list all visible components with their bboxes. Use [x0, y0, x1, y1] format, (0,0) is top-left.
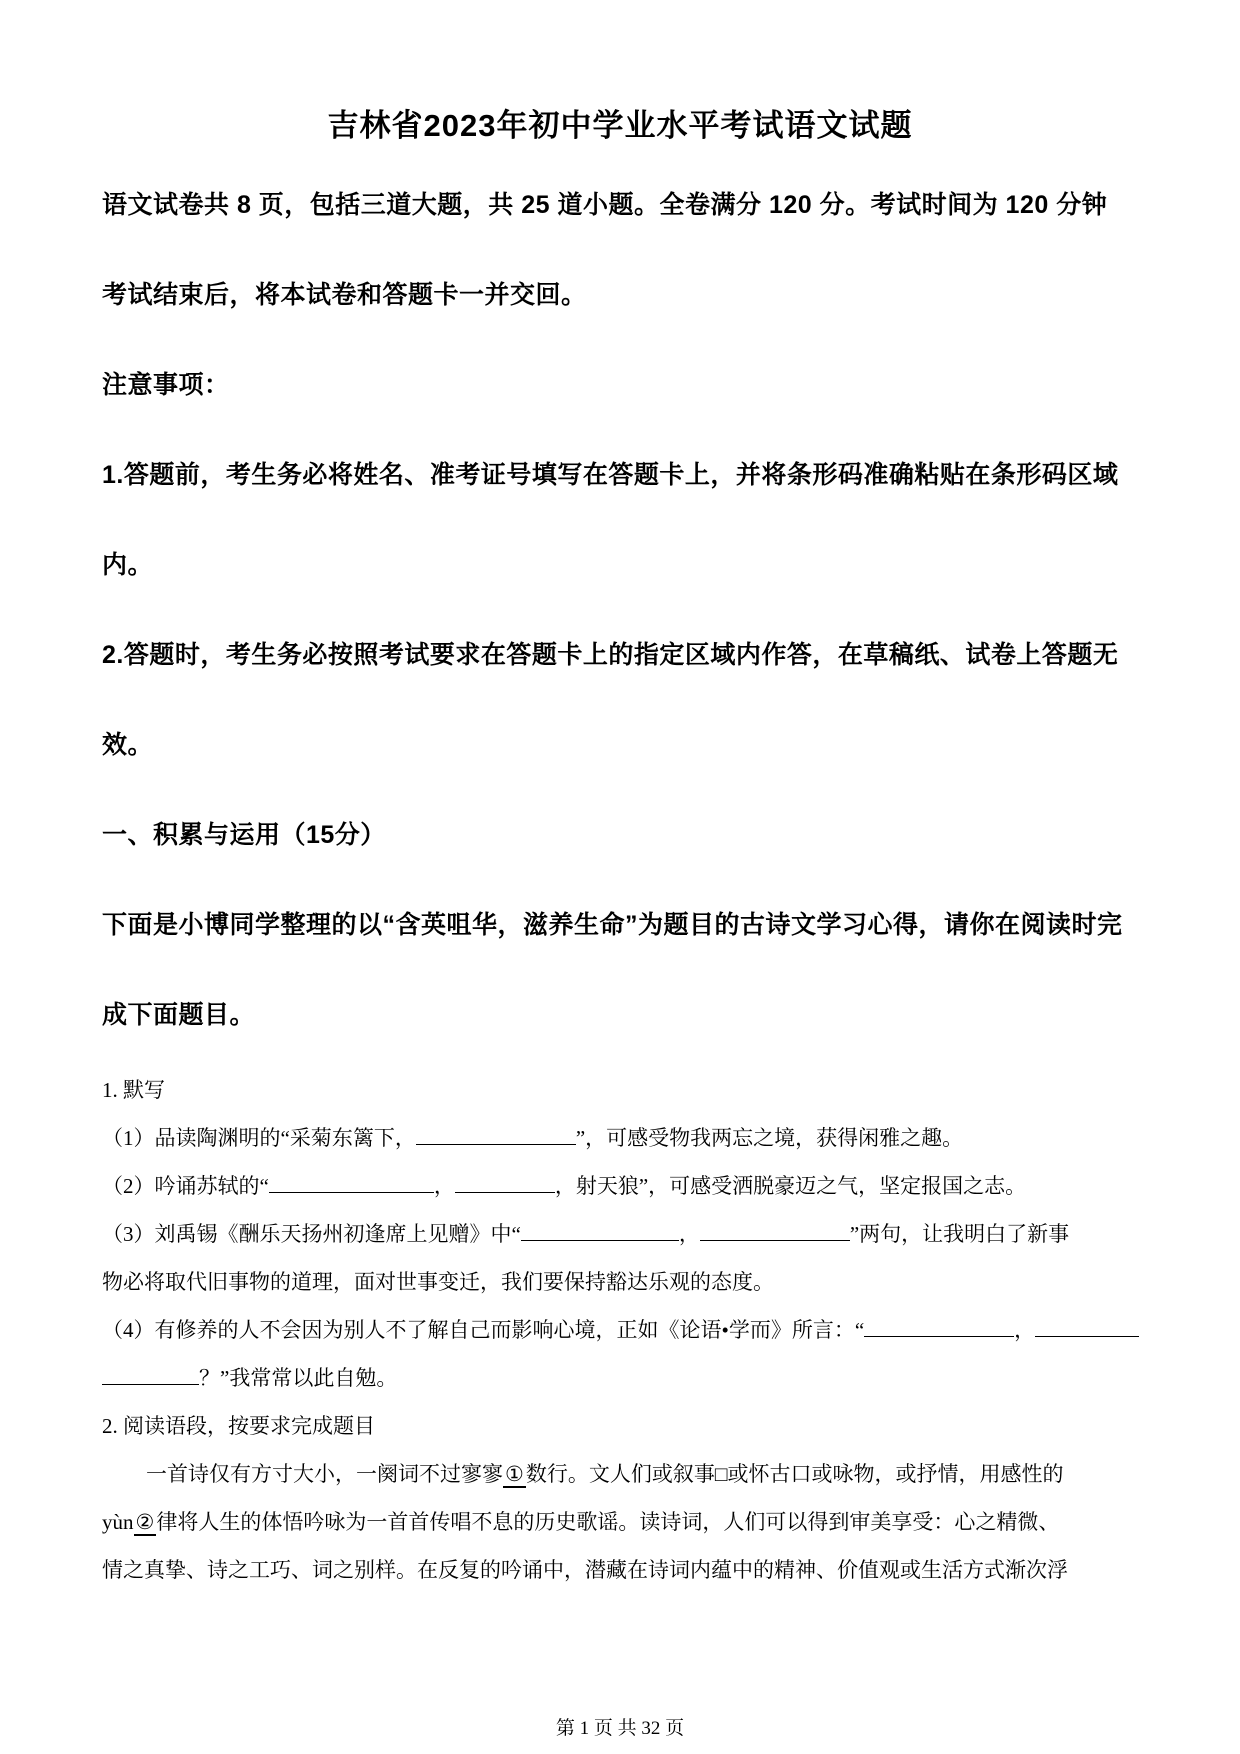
answer-blank[interactable] [700, 1221, 850, 1241]
exam-header-block [102, 160, 1138, 1060]
questions-block [102, 1066, 1138, 1594]
answer-blank[interactable] [102, 1365, 199, 1385]
notice-heading: 注意事项： [102, 371, 230, 399]
passage-text: 数行。文人们或叙事□或怀古口或咏物，或抒情，用感性的 [525, 1462, 1064, 1486]
page-number: 第 1 页 共 32 页 [555, 1718, 685, 1739]
item-2-text-pre: （2）吟诵苏轼的“ [102, 1174, 269, 1198]
passage-text: 律将人生的体悟吟咏为一首首传唱不息的历史歌谣。读诗词，人们可以得到审美享受：心之精微、 [156, 1510, 1060, 1534]
section-1-intro-line-2: 成下面题目。 [102, 1001, 256, 1029]
question-2-passage-line-1 [102, 1450, 1138, 1498]
page-title: 吉林省2023年初中学业水平考试语文试题 [327, 108, 913, 143]
question-1-item-2 [102, 1162, 1138, 1210]
pinyin-text: yùn [102, 1510, 134, 1534]
notice-item-1-line-1: 1.答题前，考生务必将姓名、准考证号填写在答题卡上，并将条形码准确粘贴在条形码区域 [102, 461, 1119, 489]
answer-blank[interactable] [521, 1221, 679, 1241]
question-1-item-4-line-2 [102, 1354, 1138, 1402]
item-3-text-post: ”两句，让我明白了新事 [849, 1222, 1070, 1246]
exam-info-line-1: 语文试卷共 8 页，包括三道大题，共 25 道小题。全卷满分 120 分。考试时间为 120 分钟 [102, 191, 1108, 219]
question-1-item-3-line-2: 物必将取代旧事物的道理，面对世事变迁，我们要保持豁达乐观的态度。 [102, 1270, 774, 1294]
question-2-label: 2. 阅读语段，按要求完成题目 [102, 1414, 375, 1438]
item-1-text-pre: （1）品读陶渊明的“采菊东篱下， [102, 1126, 416, 1150]
question-1-item-1 [102, 1114, 1138, 1162]
item-4-text-pre: （4）有修养的人不会因为别人不了解自己而影响心境，正如《论语•学而》所言：“ [102, 1318, 865, 1342]
notice-item-2-line-1: 2.答题时，考生务必按照考试要求在答题卡上的指定区域内作答，在草稿纸、试卷上答题无 [102, 641, 1119, 669]
question-1-item-4-line-1 [102, 1306, 1138, 1354]
annotation-mark-2: ② [135, 1510, 155, 1534]
answer-blank[interactable] [455, 1173, 555, 1193]
item-2-comma: ， [433, 1174, 455, 1198]
answer-blank[interactable] [1035, 1317, 1139, 1337]
question-2-passage-line-3: 情之真挚、诗之工巧、词之别样。在反复的吟诵中，潜藏在诗词内蕴中的精神、价值观或生活方式渐次浮 [102, 1558, 1068, 1582]
question-1-label: 1. 默写 [102, 1078, 165, 1102]
item-2-text-post: ，射天狼”，可感受洒脱豪迈之气，坚定报国之志。 [554, 1174, 1027, 1198]
question-2-passage-line-2 [102, 1498, 1138, 1546]
annotation-mark-1: ① [505, 1462, 524, 1486]
answer-blank[interactable] [864, 1317, 1014, 1337]
answer-blank[interactable] [416, 1125, 576, 1145]
section-1-intro-line-1: 下面是小博同学整理的以“含英咀华，滋养生命”为题目的古诗文学习心得，请你在阅读时完 [102, 911, 1123, 939]
item-4-text-post: ？”我常常以此自勉。 [199, 1366, 398, 1390]
item-4-comma: ， [1014, 1318, 1036, 1342]
passage-text: 一首诗仅有方寸大小，一阕词不过寥寥 [146, 1462, 503, 1486]
item-1-text-post: ”，可感受物我两忘之境，获得闲雅之趣。 [575, 1126, 964, 1150]
item-3-text-pre: （3）刘禹锡《酬乐天扬州初逢席上见赠》中“ [102, 1222, 521, 1246]
answer-blank[interactable] [269, 1173, 434, 1193]
question-1-item-3-line-1 [102, 1210, 1138, 1258]
section-1-heading: 一、积累与运用（15分） [102, 821, 386, 849]
exam-info-line-2: 考试结束后，将本试卷和答题卡一并交回。 [102, 281, 587, 309]
notice-item-1-line-2: 内。 [102, 551, 154, 579]
notice-item-2-line-2: 效。 [102, 731, 154, 759]
item-3-comma: ， [678, 1222, 700, 1246]
